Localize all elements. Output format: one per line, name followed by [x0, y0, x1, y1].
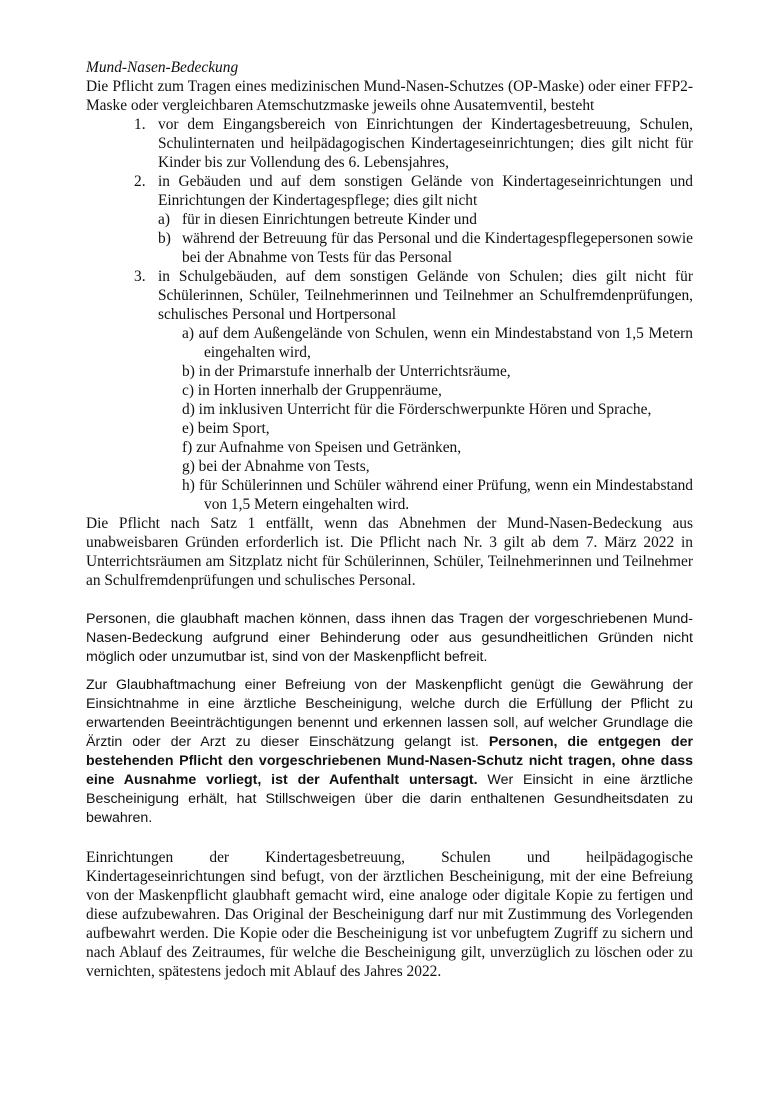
list-item-1 — [86, 115, 693, 172]
copy-paragraph: Einrichtungen der Kindertagesbetreuung, Schulen und heilpädagogische Kindertageseinrichtungen sind befugt, von der ärztlichen Bescheinigung, mit der eine Befreiung von der Maskenpflicht glaubhaft gemacht wird, eine analoge oder digitale Kopie zu fertigen und diese aufzubewahren. Das Original der Bescheinigung darf nur mit Zustimmung des Vorlegenden aufbewahrt werden. Die Kopie oder die Bescheinigung ist vor unbefugtem Zugriff zu sichern und nach Ablauf des Zeitraumes, für welche die Bescheinigung gilt, unverzüglich zu löschen oder zu vernichten, spätestens jedoch mit Ablauf des Jahres 2022. — [86, 849, 693, 980]
sub-list-item: e) beim Sport, — [182, 420, 270, 437]
sub-list-item: f) zur Aufnahme von Speisen und Getränken, — [182, 439, 462, 456]
list-number: 1. — [134, 116, 146, 133]
sub-list-item — [158, 210, 693, 229]
list-item-3 — [86, 267, 693, 514]
certificate-paragraph — [86, 676, 693, 828]
certificate-text: Zur Glaubhaftmachung einer Befreiung von der Maskenpflicht genügt die Gewährung der Einsichtnahme in eine ärztliche Bescheinigung, welche durch die Erfüllung der Pflicht zu erwartenden Beeinträchtigungen benennt und erkennen lassen soll, auf welcher Grundlage die Ärztin oder der Arzt zu dieser Einschätzung gelangt ist. — [86, 677, 693, 750]
list-item-text: vor dem Eingangsbereich von Einrichtungen der Kindertagesbetreuung, Schulen, Schulinternaten und heilpädagogischen Kindertageseinrichtungen; dies gilt nicht für Kinder bis zur Vollendung des 6. Lebensjahres, — [158, 116, 693, 171]
section-heading: Mund-Nasen-Bedeckung — [86, 59, 239, 76]
list-number: 3. — [134, 268, 146, 285]
sub-list-letter: a) — [158, 211, 170, 228]
sub-list-item: c) in Horten innerhalb der Gruppenräume, — [182, 382, 442, 399]
sub-list-item — [158, 229, 693, 267]
obligation-list — [86, 115, 693, 514]
list-number: 2. — [134, 173, 146, 190]
sub-list-item: b) in der Primarstufe innerhalb der Unterrichtsräume, — [182, 363, 511, 380]
sub-list-item: a) auf dem Außengelände von Schulen, wenn ein Mindestabstand von 1,5 Metern eingehalten wird, — [182, 325, 693, 361]
sub-list — [158, 324, 693, 514]
certificate-bold-text: Personen, die entgegen der bestehenden Pflicht den vorgeschriebenen Mund-Nasen-Schutz nicht tragen, ohne dass eine Ausnahme vorliegt, ist der Aufenthalt untersagt. — [86, 734, 693, 788]
closing-paragraph: Die Pflicht nach Satz 1 entfällt, wenn das Abnehmen der Mund-Nasen-Bedeckung aus unabweisbaren Gründen erforderlich ist. Die Pflicht nach Nr. 3 gilt ab dem 7. März 2022 in Unterrichtsräumen am Sitzplatz nicht für Schülerinnen, Schüler, Teilnehmerinnen und Teilnehmer an Schulfremdenprüfungen und schulisches Personal. — [86, 515, 693, 589]
sub-list-item: d) im inklusiven Unterricht für die Förderschwerpunkte Hören und Sprache, — [182, 401, 652, 418]
list-item-text: in Gebäuden und auf dem sonstigen Gelände von Kindertageseinrichtungen und Einrichtungen der Kindertagespflege; dies gilt nicht — [158, 173, 693, 209]
sub-list-text: für in diesen Einrichtungen betreute Kinder und — [182, 211, 477, 228]
sub-list-letter: b) — [158, 230, 171, 247]
list-item-2 — [86, 172, 693, 267]
sub-list-item: g) bei der Abnahme von Tests, — [182, 458, 370, 475]
sub-list-item: h) für Schülerinnen und Schüler während einer Prüfung, wenn ein Mindestabstand von 1,5 Metern eingehalten wird. — [182, 477, 693, 513]
list-item-text: in Schulgebäuden, auf dem sonstigen Gelände von Schulen; dies gilt nicht für Schülerinnen, Schüler, Teilnehmerinnen und Teilnehmer an Schulfremdenprüfungen, schulisches Personal und Hortpersonal — [158, 268, 693, 323]
sub-list-text: während der Betreuung für das Personal und die Kindertagespflegepersonen sowie bei der Abnahme von Tests für das Personal — [182, 230, 693, 266]
intro-paragraph: Die Pflicht zum Tragen eines medizinischen Mund-Nasen-Schutzes (OP-Maske) oder einer FFP2-Maske oder vergleichbaren Atemschutzmaske jeweils ohne Ausatemventil, besteht — [86, 78, 693, 114]
exemption-paragraph: Personen, die glaubhaft machen können, dass ihnen das Tragen der vorgeschriebenen Mund-Nasen-Bedeckung aufgrund einer Behinderung oder aus gesundheitlichen Gründen nicht möglich oder unzumutbar ist, sind von der Maskenpflicht befreit. — [86, 611, 693, 665]
certificate-text-end: Wer Einsicht in eine ärztliche Bescheinigung erhält, hat Stillschweigen über die darin enthaltenen Gesundheitsdaten zu bewahren. — [86, 772, 693, 826]
sub-list — [158, 210, 693, 267]
